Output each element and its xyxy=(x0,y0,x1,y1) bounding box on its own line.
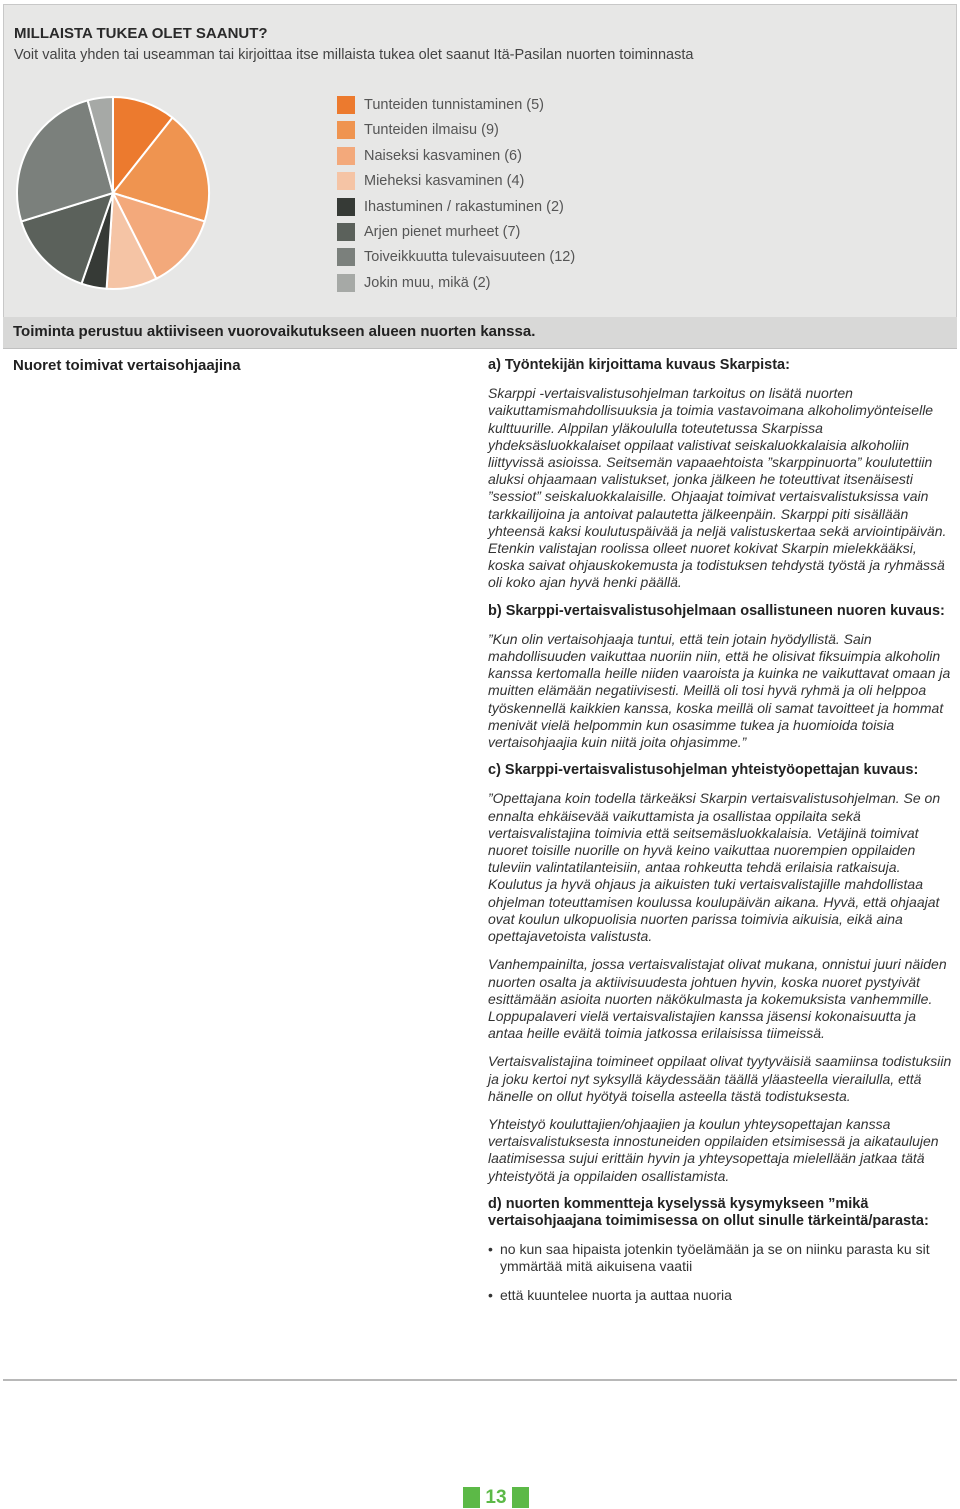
legend-label: Tunteiden ilmaisu (9) xyxy=(364,122,499,139)
section-c-paragraph-2: Vanhempainilta, jossa vertaisvalistajat olivat mukana, onnistui juuri näiden nuorten osalta ja aktiivisuudesta johtuen hyvin, koska nuoret pystyivät esittämään asioita nuorten näkökulmasta ja kokemuksista vanhemmille. Loppupalaveri vielä vertaisvalistajien kanssa jäsensi kokonaisuutta ja antaa heille eväitä toimia jatkossa erilaisissa tiimeissä. xyxy=(488,956,947,1042)
legend-swatch xyxy=(337,172,355,190)
legend-label: Tunteiden tunnistaminen (5) xyxy=(364,97,545,113)
list-item xyxy=(488,1287,953,1304)
list-item xyxy=(488,1241,953,1275)
section-b-text: ”Kun olin vertaisohjaaja tuntui, että tein jotain hyödyllistä. Sain mahdollisuuden vaikuttaa nuoriin niin, että he olisivat fiksuimpia alkoholin kanssa kertomalla heille niiden vaaroista ja kuinka ne vaikuttavat omaan ja muitten elämään negatiivisesti. Meillä oli tosi hyvä ryhmä ja oli helppoa työskennellä kaikkien kanssa, koska meillä oli samat tavoitteet ja hommat menivät vielä helpommin kun osasimme tukea ja huomioida toisia vertaisohjaajia kuin niitä joita ohjasimme.” xyxy=(488,630,951,751)
legend-swatch xyxy=(337,274,355,292)
legend-swatch xyxy=(337,96,355,114)
legend-label: Jokin muu, mikä (2) xyxy=(364,274,491,291)
summary-bar xyxy=(3,317,957,349)
legend-swatch xyxy=(337,223,355,241)
legend-swatch xyxy=(337,248,355,266)
legend-label: Mieheksi kasvaminen (4) xyxy=(364,173,525,190)
section-d-heading: d) nuorten kommentteja kyselyssä kysymykseen ”mikä vertaisohjaajana toimimisessa on ollut sinulle tärkeintä/parasta: xyxy=(488,1195,929,1229)
summary-text: Toiminta perustuu aktiiviseen vuorovaikutukseen alueen nuorten kanssa. xyxy=(13,323,536,340)
comment-list xyxy=(488,1241,953,1304)
section-c-paragraph-1: ”Opettajana koin todella tärkeäksi Skarpin vertaisvalistusohjelman. Se on ennalta ehkäisevää vaikuttamista ja osallistaa oppilaita sekä vertaisvalistajina toimivia että seitsemäsluokkalaisia. Vetäjinä toimivat nuoret toisille nuorille on hyvä keino vaikuttaa nuorempien oppilaiden tuleviin valintatilanteisiin, antaa rohkeutta tehdä erilaisia ratkaisuja. Koulutus ja hyvä ohjaus ja aikuisten tuki vertaisvalistajille mahdollistaa ohjelman toteuttamisen koulussa koulupäivän aikana. Hyvä, että ohjaajat ovat koulun ulkopuolisia nuorten parissa toimivia aikuisia, eikä aina opettajavetoista valistusta. xyxy=(488,790,941,945)
section-a-text: Skarppi -vertaisvalistusohjelman tarkoitus on lisätä nuorten vaikuttamismahdollisuuksia ja toimia vastavoimana alkoholimyönteiselle kulttuurille. Alppilan yläkoululla toteutetussa Skarpissa yhdeksäsluokkalaiset oppilaat valistivat seiskaluokkalaisia alkoholiin liittyvissä asioissa. Seitsemän vapaaehtoista ”skarppinuorta” koulutettiin aluksi ohjaamaan valistukset, jonka jälkeen he toteuttivat itsenäisesti ”sessiot” seiskaluokkalaisille. Ohjaajat toimivat vertaisvalistuksissa vain tarkkailijoina ja antoivat palautetta jälkeenpäin. Skarppi piti sisällään yhteensä kaksi koulutuspäivää ja neljä valistuskertaa sekä arviointipäivän. Etenkin valistajan roolissa olleet nuoret kokivat Skarpin mielekkääksi, koska saivat ohjauskokemusta ja todistuksen tehdystä työstä ja ryhmässä oli koko ajan hyvä henki päällä. xyxy=(488,385,947,591)
survey-subtitle: Voit valita yhden tai useamman tai kirjoittaa itse millaista tukea olet saanut Itä-Pasilan nuorten toiminnasta xyxy=(14,47,694,63)
legend-swatch xyxy=(337,198,355,216)
comment-text: että kuuntelee nuorta ja auttaa nuoria xyxy=(500,1286,732,1303)
section-c-paragraph-4: Yhteistyö kouluttajien/ohjaajien ja koulun yhteysopettajan kanssa vertaisvalistuksesta innostuneiden oppilaiden etsimisessä ja aikataulujen laatimisessa sujui erittäin hyvin ja yhteysopettaja mielellään jatkaa tätä yhteistyötä ja oppilaiden osallistamista. xyxy=(488,1115,939,1184)
page-number-bar-left xyxy=(463,1487,480,1508)
bottom-divider xyxy=(3,1379,957,1381)
legend-label: Ihastuminen / rakastuminen (2) xyxy=(364,198,564,215)
bullet-icon: • xyxy=(488,1241,493,1258)
survey-box xyxy=(3,4,957,318)
section-heading-vertaisohjaajina: Nuoret toimivat vertaisohjaajina xyxy=(13,357,241,374)
legend-label: Toiveikkuutta tulevaisuuteen (12) xyxy=(364,249,576,266)
legend-swatch xyxy=(337,121,355,139)
comment-text: no kun saa hipaista jotenkin työelämään ja se on niinku parasta ku sit ymmärtää mitä aikuisena vaatii xyxy=(500,1241,930,1275)
page-number-bar-right xyxy=(512,1487,529,1508)
right-column xyxy=(488,357,953,1304)
section-c-heading: c) Skarppi-vertaisvalistusohjelman yhteistyöopettajan kuvaus: xyxy=(488,762,919,779)
legend-swatch xyxy=(337,147,355,165)
legend-label: Arjen pienet murheet (7) xyxy=(364,223,521,240)
bullet-icon: • xyxy=(488,1286,493,1303)
page-number-block xyxy=(463,1487,529,1508)
section-b-heading: b) Skarppi-vertaisvalistusohjelmaan osallistuneen nuoren kuvaus: xyxy=(488,602,945,619)
legend-label: Naiseksi kasvaminen (6) xyxy=(364,147,522,164)
page-number: 13 xyxy=(485,1486,507,1508)
survey-title: MILLAISTA TUKEA OLET SAANUT? xyxy=(14,25,268,42)
page-number-box xyxy=(480,1487,512,1508)
section-c-paragraph-3: Vertaisvalistajina toimineet oppilaat olivat tyytyväisiä saamiinsa todistuksiin ja joku kertoi nyt syksyllä käydessään täällä yläasteella vierailulla, että hänelle on ollut hyötyä toisella asteella tästä todistuksesta. xyxy=(488,1053,952,1104)
section-a-heading: a) Työntekijän kirjoittama kuvaus Skarpista: xyxy=(488,357,790,373)
pie-chart xyxy=(10,90,216,296)
